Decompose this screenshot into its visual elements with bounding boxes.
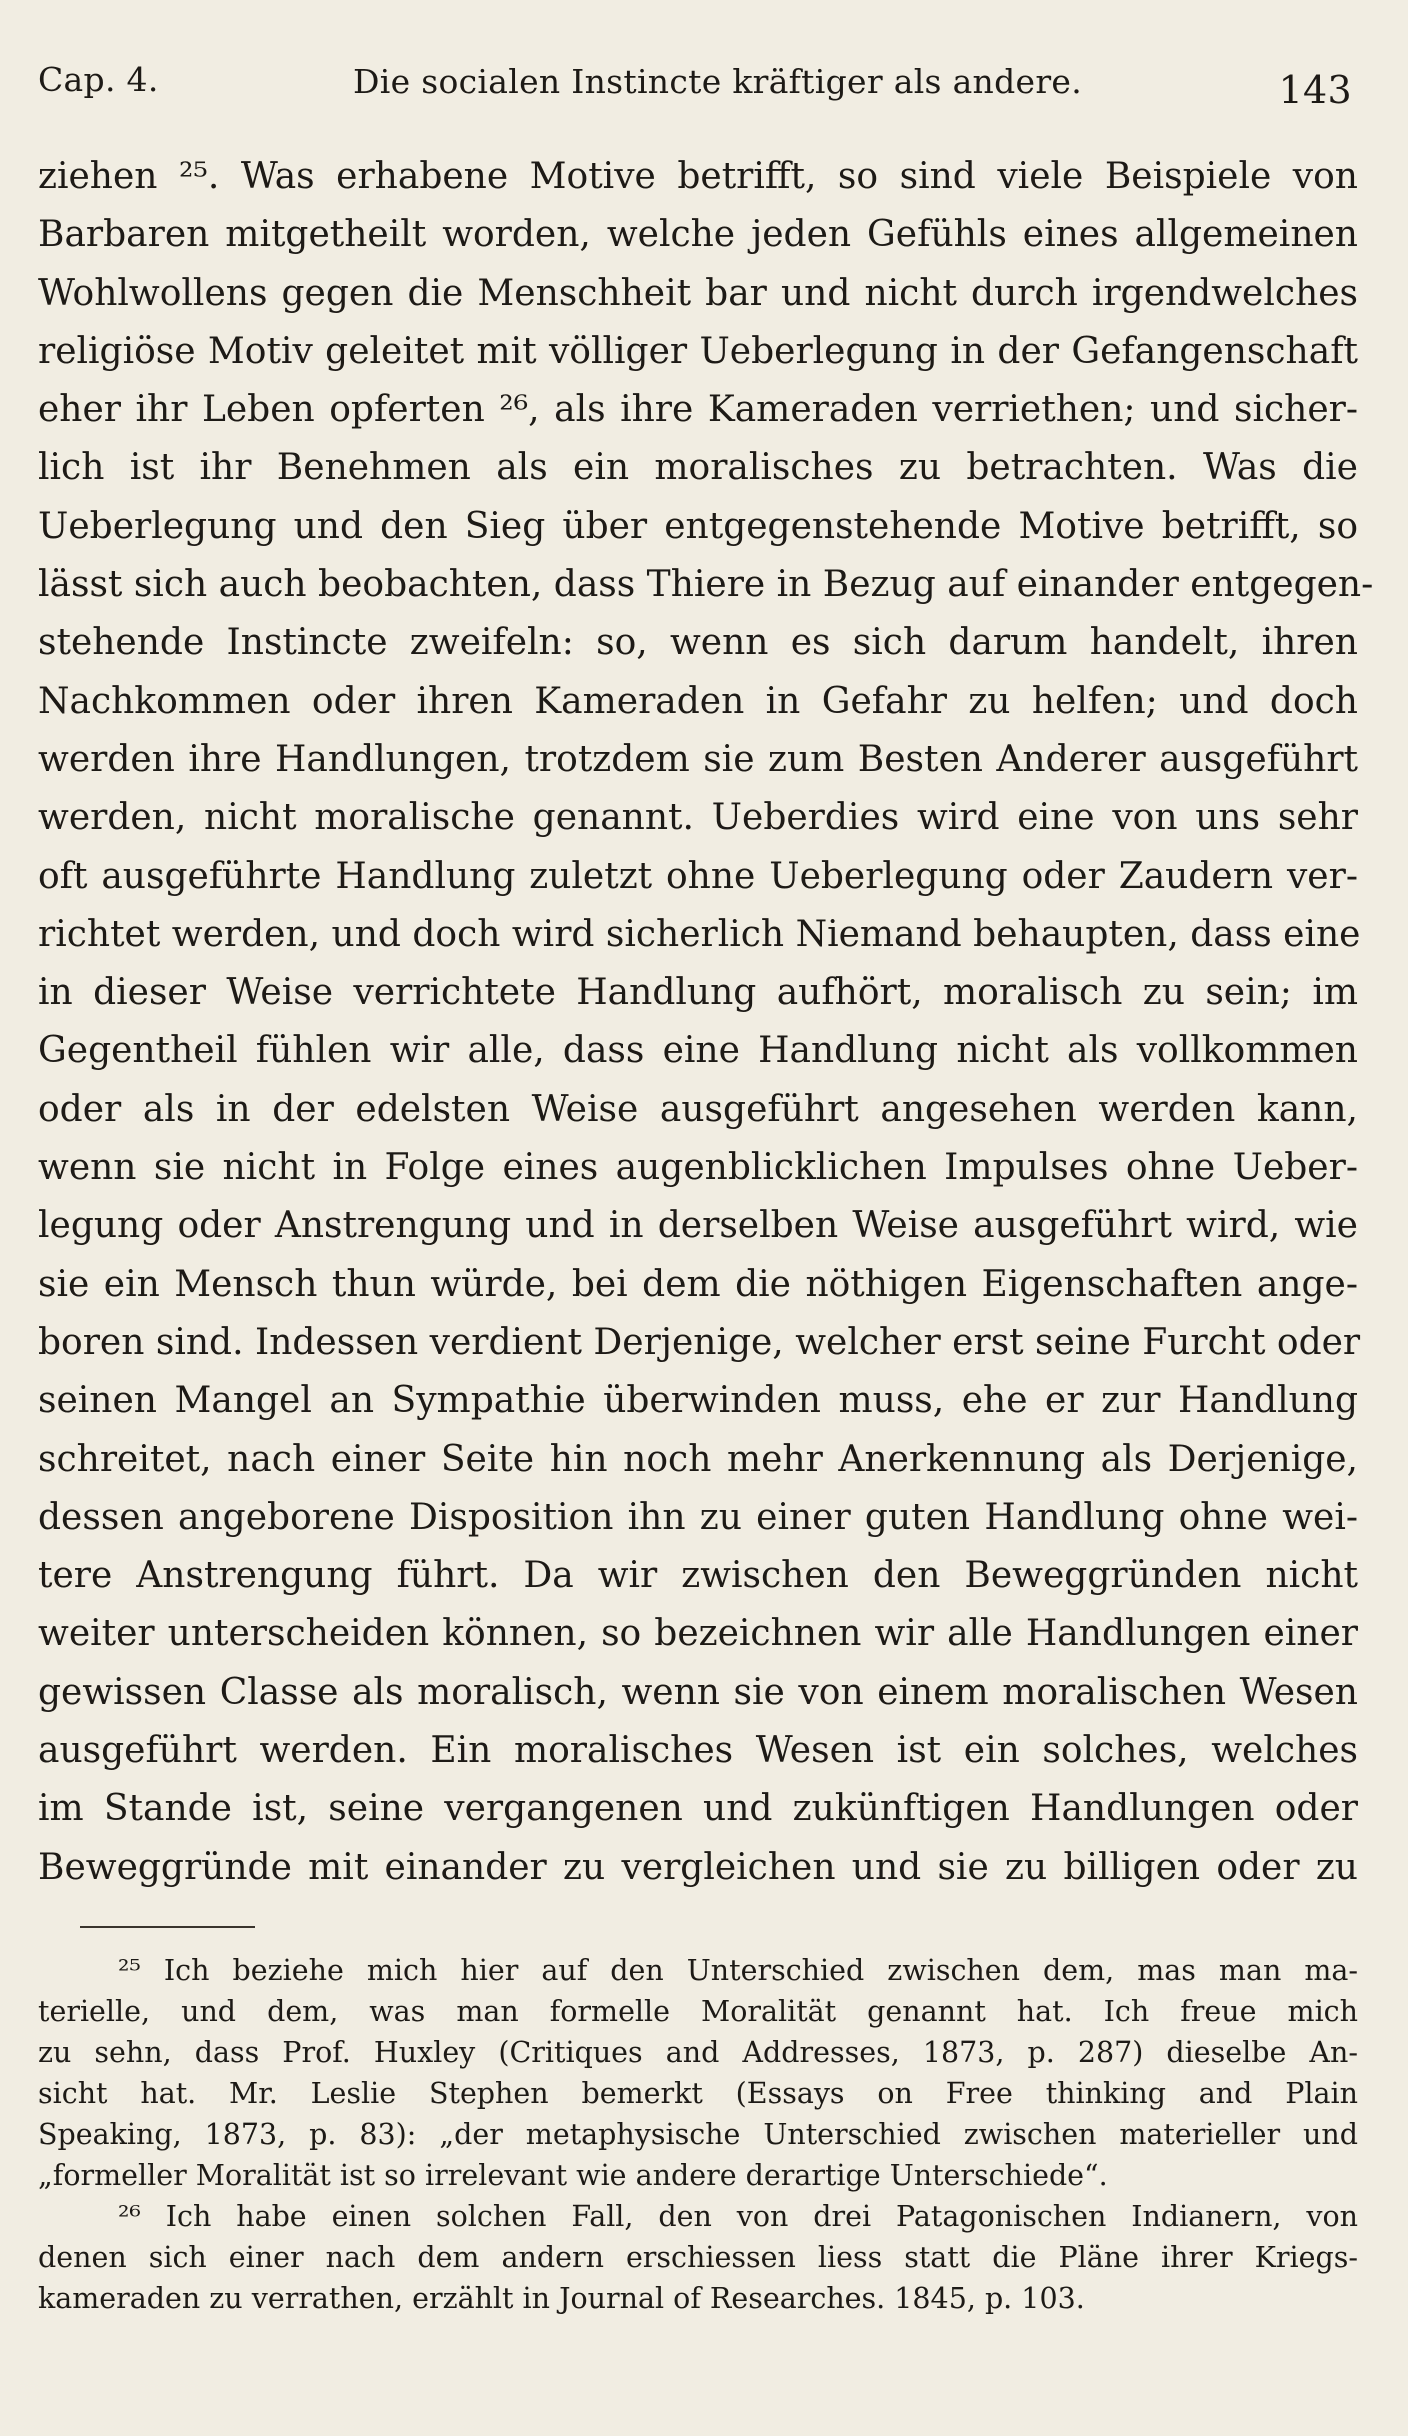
footnote-line: kameraden zu verrathen, erzählt in Journal of Researches. 1845, p. 103. xyxy=(38,2282,1085,2315)
body-line: richtet werden, und doch wird sicherlich Niemand behaupten, dass eine xyxy=(38,913,1361,955)
body-line: werden, nicht moralische genannt. Ueberdies wird eine von uns sehr xyxy=(38,797,1358,839)
footnote-line: ²⁶ Ich habe einen solchen Fall, den von drei Patagonischen Indianern, von xyxy=(118,2200,1358,2233)
body-line: legung oder Anstrengung und in derselben Weise ausgeführt wird, wie xyxy=(38,1205,1358,1247)
page-number: 143 xyxy=(1278,68,1352,112)
body-line: weiter unterscheiden können, so bezeichnen wir alle Handlungen einer xyxy=(38,1613,1358,1655)
body-line: Wohlwollens gegen die Menschheit bar und nicht durch irgendwelches xyxy=(38,272,1358,314)
body-line: tere Anstrengung führt. Da wir zwischen den Beweggründen nicht xyxy=(38,1555,1358,1597)
body-line: boren sind. Indessen verdient Derjenige, welcher erst seine Furcht oder xyxy=(38,1321,1361,1363)
body-line: gewissen Classe als moralisch, wenn sie von einem moralischen Wesen xyxy=(38,1671,1358,1713)
body-line: lich ist ihr Benehmen als ein moralisches zu betrachten. Was die xyxy=(38,447,1358,489)
body-line: ziehen ²⁵. Was erhabene Motive betrifft, so sind viele Beispiele von xyxy=(38,156,1358,197)
body-line: religiöse Motiv geleitet mit völliger Ueberlegung in der Gefangenschaft xyxy=(38,330,1358,372)
body-line: oft ausgeführte Handlung zuletzt ohne Ueberlegung oder Zaudern ver- xyxy=(38,855,1358,897)
body-line: Ueberlegung und den Sieg über entgegenstehende Motive betrifft, so xyxy=(38,505,1358,547)
running-header xyxy=(38,52,1352,112)
chapter-label: Cap. 4. xyxy=(38,60,159,99)
footnote-line: ²⁵ Ich beziehe mich hier auf den Unterschied zwischen dem, mas man ma- xyxy=(118,1954,1358,1987)
body-line: eher ihr Leben opferten ²⁶, als ihre Kameraden verriethen; und sicher- xyxy=(38,389,1358,431)
body-line: schreitet, nach einer Seite hin noch mehr Anerkennung als Derjenige, xyxy=(38,1438,1358,1480)
body-line: seinen Mangel an Sympathie überwinden muss, ehe er zur Handlung xyxy=(38,1380,1358,1422)
body-line: sie ein Mensch thun würde, bei dem die nöthigen Eigenschaften ange- xyxy=(38,1263,1358,1305)
footnote-line: „formeller Moralität ist so irrelevant wie andere derartige Unterschiede“. xyxy=(38,2159,1108,2192)
body-text xyxy=(38,148,1374,1897)
body-line: in dieser Weise verrichtete Handlung aufhört, moralisch zu sein; im xyxy=(38,972,1358,1014)
body-line: Gegentheil fühlen wir alle, dass eine Handlung nicht als vollkommen xyxy=(38,1030,1358,1072)
body-line: Barbaren mitgetheilt worden, welche jeden Gefühls eines allgemeinen xyxy=(38,214,1358,256)
footnote-line: denen sich einer nach dem andern erschiessen liess statt die Pläne ihrer Kriegs- xyxy=(38,2241,1358,2274)
footnote-line: terielle, und dem, was man formelle Moralität genannt hat. Ich freue mich xyxy=(38,1995,1358,2028)
footnote-line: sicht hat. Mr. Leslie Stephen bemerkt (Essays on Free thinking and Plain xyxy=(38,2077,1358,2110)
footnote-line: zu sehn, dass Prof. Huxley (Critiques and Addresses, 1873, p. 287) dieselbe An- xyxy=(38,2036,1358,2069)
footnote-line: Speaking, 1873, p. 83): „der metaphysische Unterschied zwischen materieller und xyxy=(38,2118,1358,2151)
body-line: Beweggründe mit einander zu vergleichen und sie zu billigen oder zu xyxy=(38,1846,1358,1888)
footnote-divider xyxy=(80,1926,255,1928)
body-line: dessen angeborene Disposition ihn zu einer guten Handlung ohne wei- xyxy=(38,1496,1358,1538)
body-line: Nachkommen oder ihren Kameraden in Gefahr zu helfen; und doch xyxy=(38,680,1358,722)
body-line: ausgeführt werden. Ein moralisches Wesen ist ein solches, welches xyxy=(38,1730,1358,1772)
footnotes xyxy=(38,1950,1358,2319)
body-line: werden ihre Handlungen, trotzdem sie zum Besten Anderer ausgeführt xyxy=(38,738,1358,780)
body-line: oder als in der edelsten Weise ausgeführt angesehen werden kann, xyxy=(38,1088,1358,1130)
body-line: im Stande ist, seine vergangenen und zukünftigen Handlungen oder xyxy=(38,1788,1358,1830)
running-title: Die socialen Instincte kräftiger als andere. xyxy=(353,62,1083,101)
body-line: lässt sich auch beobachten, dass Thiere in Bezug auf einander entgegen- xyxy=(38,564,1374,606)
body-line: wenn sie nicht in Folge eines augenblicklichen Impulses ohne Ueber- xyxy=(38,1147,1358,1189)
body-line: stehende Instincte zweifeln: so, wenn es sich darum handelt, ihren xyxy=(38,622,1358,664)
